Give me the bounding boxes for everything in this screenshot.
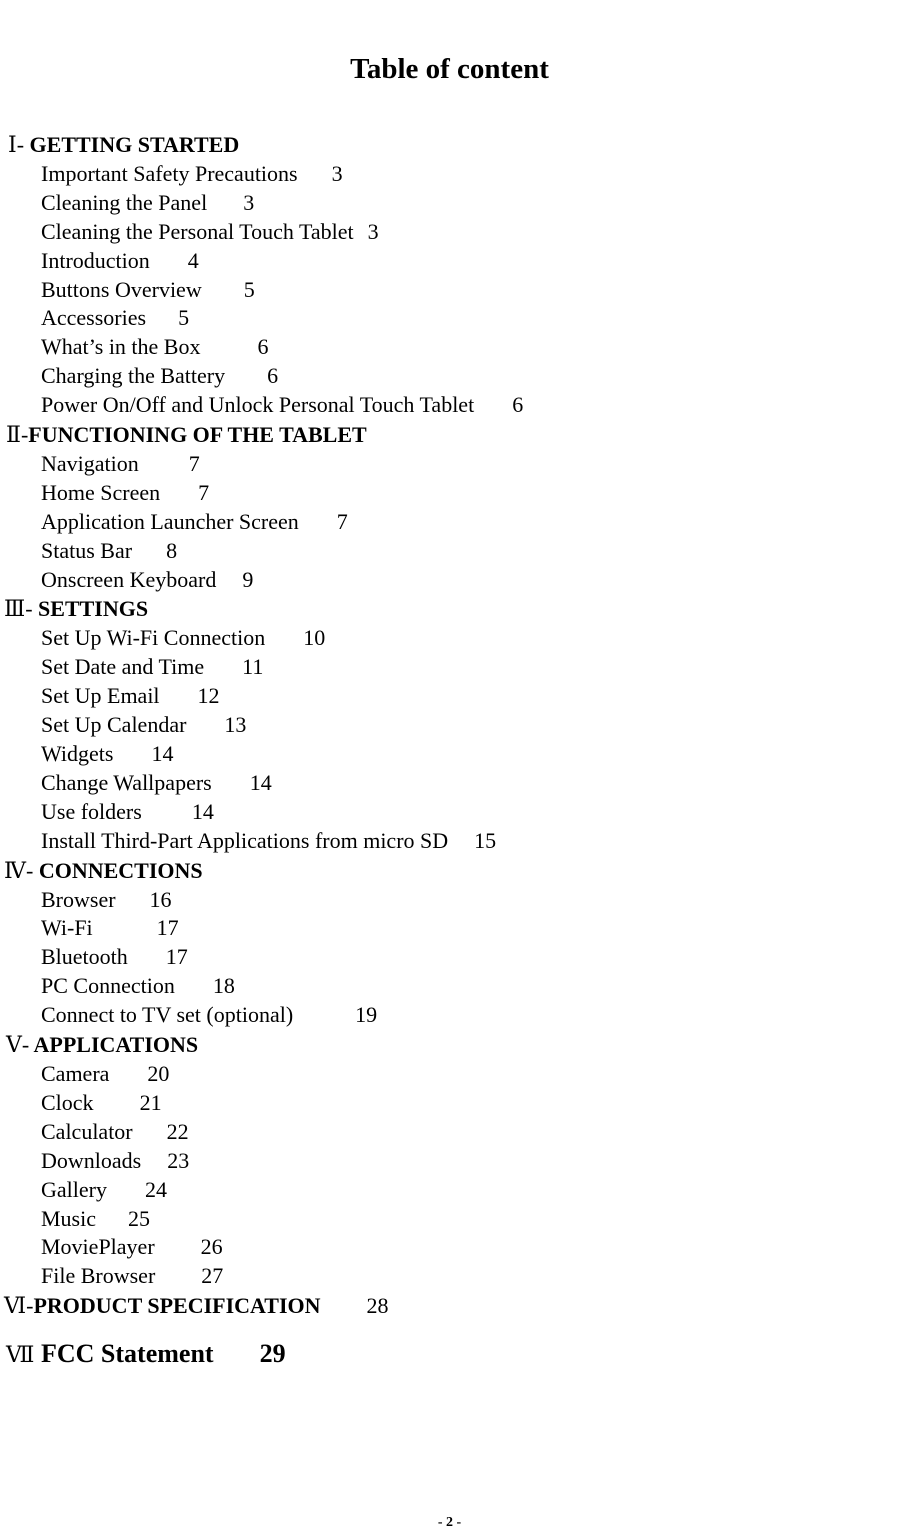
section-numeral: Ⅱ-: [6, 422, 29, 448]
entry-page: 11: [242, 654, 264, 680]
section-title: CONNECTIONS: [38, 857, 203, 883]
toc-entry[interactable]: [0, 711, 899, 740]
toc-entry[interactable]: [0, 189, 899, 218]
toc-entry[interactable]: [0, 972, 899, 1001]
toc-entry[interactable]: [0, 508, 899, 537]
entry-label: Change Wallpapers: [41, 769, 212, 795]
toc-entry[interactable]: [0, 943, 899, 972]
entry-label: Important Safety Precautions: [41, 161, 298, 186]
toc-entry[interactable]: [0, 682, 899, 711]
entry-label: Set Up Calendar: [41, 712, 187, 738]
entry-label: Power On/Off and Unlock Personal Touch Tablet: [41, 392, 475, 418]
entry-label: Wi-Fi: [41, 915, 93, 941]
toc-entry[interactable]: [0, 624, 899, 653]
entry-label: Gallery: [41, 1176, 107, 1202]
entry-label: PC Connection: [41, 973, 175, 999]
entry-label: Application Launcher Screen: [41, 508, 299, 534]
section-numeral: Ⅳ-: [4, 857, 34, 883]
toc-entry[interactable]: [0, 566, 899, 595]
toc-section-heading[interactable]: [0, 420, 899, 450]
toc-entry[interactable]: [0, 1176, 899, 1205]
toc-entry[interactable]: [0, 247, 899, 276]
entry-page: 15: [474, 827, 497, 853]
section-title: SETTINGS: [38, 596, 149, 622]
entry-page: 14: [151, 741, 174, 767]
entry-label: Browser: [41, 886, 116, 912]
toc-section-heading[interactable]: [0, 856, 899, 886]
entry-page: 25: [128, 1205, 150, 1231]
toc-section-heading[interactable]: [0, 130, 899, 160]
entry-page: 7: [188, 451, 200, 477]
section-title: APPLICATIONS: [33, 1032, 199, 1058]
toc-section-heading[interactable]: [0, 1291, 899, 1321]
entry-label: Connect to TV set (optional): [41, 1002, 294, 1028]
entry-page: 13: [224, 712, 247, 738]
toc-entry[interactable]: [0, 1205, 899, 1234]
toc-entry[interactable]: [0, 1233, 899, 1262]
entry-label: Introduction: [41, 247, 150, 273]
toc-entry[interactable]: [0, 827, 899, 856]
entry-label: Downloads: [41, 1147, 142, 1173]
section-title: GETTING STARTED: [29, 132, 240, 157]
entry-page: 14: [191, 798, 214, 824]
toc-entry[interactable]: [0, 333, 899, 362]
toc-entry[interactable]: [0, 914, 899, 943]
section-numeral: Ⅴ-: [6, 1032, 30, 1058]
section-numeral: Ⅰ-: [8, 132, 25, 157]
entry-page: 22: [166, 1118, 189, 1144]
section-page: 28: [366, 1293, 389, 1319]
section-title: FCC Statement: [41, 1339, 214, 1369]
entry-page: 17: [156, 915, 179, 941]
entry-label: Bluetooth: [41, 944, 128, 970]
entry-page: 9: [242, 566, 254, 592]
entry-page: 14: [249, 769, 272, 795]
entry-page: 21: [139, 1089, 162, 1115]
entry-page: 26: [200, 1234, 223, 1260]
entry-page: 8: [166, 537, 178, 563]
toc-entry[interactable]: [0, 1147, 899, 1176]
section-title: FUNCTIONING OF THE TABLET: [28, 422, 367, 448]
page-title: Table of content: [350, 53, 549, 85]
entry-page: 5: [243, 276, 255, 302]
entry-label: Install Third-Part Applications from micro SD: [41, 827, 449, 853]
entry-label: Clock: [41, 1089, 94, 1115]
entry-page: 16: [149, 886, 172, 912]
entry-page: 12: [197, 683, 220, 709]
toc-entry[interactable]: [0, 653, 899, 682]
entry-page: 17: [165, 944, 188, 970]
toc-entry[interactable]: [0, 1118, 899, 1147]
entry-page: 10: [303, 625, 326, 651]
entry-label: Buttons Overview: [41, 276, 202, 302]
toc-section-heading[interactable]: [0, 1030, 899, 1060]
entry-label: Calculator: [41, 1118, 133, 1144]
entry-page: 5: [178, 305, 190, 331]
entry-page: 24: [144, 1176, 167, 1202]
toc-entry[interactable]: [0, 1262, 899, 1291]
entry-page: 20: [147, 1061, 170, 1087]
entry-page: 6: [257, 334, 269, 360]
toc-entry[interactable]: [0, 537, 899, 566]
entry-page: 7: [336, 508, 348, 534]
entry-label: Onscreen Keyboard: [41, 566, 217, 592]
entry-page: 18: [212, 973, 235, 999]
entry-label: Set Date and Time: [41, 654, 205, 680]
section-page: 29: [259, 1339, 286, 1369]
entry-page: 6: [512, 392, 524, 418]
toc-entry[interactable]: [0, 450, 899, 479]
entry-label: File Browser: [41, 1263, 156, 1289]
entry-label: Cleaning the Panel: [41, 189, 208, 215]
entry-page: 3: [243, 189, 255, 215]
entry-page: 3: [331, 161, 343, 186]
section-numeral: Ⅵ-: [4, 1293, 34, 1319]
toc-entry[interactable]: [0, 740, 899, 769]
entry-label: Camera: [41, 1061, 110, 1087]
toc-entry[interactable]: [0, 1001, 899, 1030]
toc-entry[interactable]: [0, 798, 899, 827]
entry-page: 4: [187, 247, 199, 273]
toc-entry[interactable]: [0, 1089, 899, 1118]
entry-page: 27: [201, 1263, 224, 1289]
toc-entry[interactable]: [0, 479, 899, 508]
entry-label: Use folders: [41, 798, 142, 824]
entry-page: 3: [367, 218, 379, 244]
entry-label: Cleaning the Personal Touch Tablet: [41, 218, 354, 244]
entry-label: Music: [41, 1205, 96, 1231]
entry-label: Home Screen: [41, 479, 161, 505]
toc-entry[interactable]: [0, 769, 899, 798]
entry-page: 6: [267, 363, 279, 389]
entry-label: Set Up Email: [41, 683, 160, 709]
toc-entry[interactable]: [0, 886, 899, 915]
entry-label: Set Up Wi-Fi Connection: [41, 625, 266, 651]
toc-entry[interactable]: [0, 391, 899, 420]
entry-label: MoviePlayer: [41, 1234, 155, 1260]
entry-label: Status Bar: [41, 537, 133, 563]
section-numeral: Ⅶ: [6, 1342, 35, 1368]
entry-label: Widgets: [41, 741, 114, 767]
entry-label: What’s in the Box: [41, 334, 201, 360]
toc-entry[interactable]: [0, 1060, 899, 1089]
page-number-footer: - 2 -: [437, 1515, 462, 1530]
toc-entry[interactable]: [0, 362, 899, 391]
table-of-contents: [0, 130, 899, 1373]
section-numeral: Ⅲ-: [4, 596, 33, 622]
entry-label: Charging the Battery: [41, 363, 226, 389]
toc-section-heading[interactable]: [0, 594, 899, 624]
entry-label: Accessories: [41, 305, 147, 331]
entry-label: Navigation: [41, 451, 139, 477]
entry-page: 23: [167, 1147, 190, 1173]
toc-entry[interactable]: [0, 218, 899, 247]
entry-page: 19: [355, 1002, 378, 1028]
toc-entry[interactable]: [0, 304, 899, 333]
toc-entry[interactable]: [0, 160, 899, 189]
toc-entry[interactable]: [0, 276, 899, 305]
toc-section-heading[interactable]: [0, 1335, 899, 1373]
section-title: PRODUCT SPECIFICATION: [33, 1293, 321, 1319]
entry-page: 7: [198, 479, 210, 505]
